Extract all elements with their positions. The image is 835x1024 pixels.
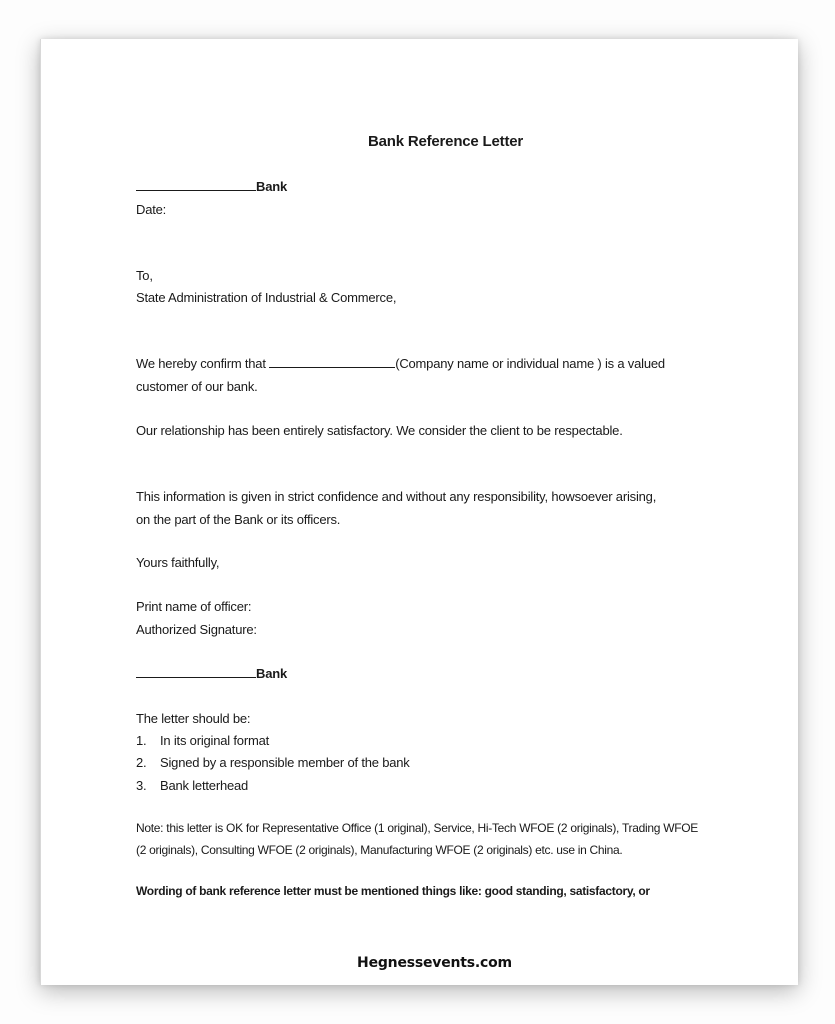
to-label: To, [136,268,153,283]
requirement-item [136,755,410,770]
requirement-number: 2. [136,755,147,770]
header-bank-line [136,179,287,194]
print-name-label: Print name of officer: [136,599,252,614]
date-label: Date: [136,202,167,217]
footer-bank-line [136,666,287,681]
signature-label: Authorized Signature: [136,622,257,637]
closing: Yours faithfully, [136,555,220,570]
confirm-suffix: (Company name or individual name ) is a valued [395,356,665,371]
requirement-item [136,733,269,748]
document-title: Bank Reference Letter [367,133,524,150]
footer-bank-label: Bank [256,666,287,681]
requirements-intro: The letter should be: [136,711,251,726]
relationship-paragraph: Our relationship has been entirely satisfactory. We consider the client to be respectable. [136,423,623,438]
note-paragraph: Note: this letter is OK for Representative Office (1 original), Service, Hi-Tech WFOE (2 originals), Trading WFOE (2 originals), Consulting WFOE (2 originals), Manufacturing WFOE (2 originals) etc. use in China. [136,821,698,857]
requirement-number: 1. [136,733,147,748]
recipient-line: State Administration of Industrial & Commerce, [136,290,397,305]
requirement-text: In its original format [160,733,270,748]
document-page [40,39,798,985]
requirement-item [136,778,248,793]
customer-name-blank [269,356,395,368]
requirement-text: Bank letterhead [160,778,249,793]
footer-bank-blank [136,666,256,678]
requirement-text: Signed by a responsible member of the bank [160,755,410,770]
confirm-line-2: customer of our bank. [136,379,258,394]
confidence-line-2: on the part of the Bank or its officers. [136,512,341,527]
confidence-line-1: This information is given in strict confidence and without any responsibility, howsoever arising, [136,489,657,504]
confirm-line [136,356,665,371]
watermark-text: Hegnessevents.com [357,955,512,971]
header-bank-label: Bank [256,179,287,194]
wording-note: Wording of bank reference letter must be mentioned things like: good standing, satisfactory, or [136,884,650,898]
confirm-prefix: We hereby confirm that [136,356,266,371]
bank-name-blank [136,179,256,191]
letter-body [41,39,798,985]
requirement-number: 3. [136,778,147,793]
